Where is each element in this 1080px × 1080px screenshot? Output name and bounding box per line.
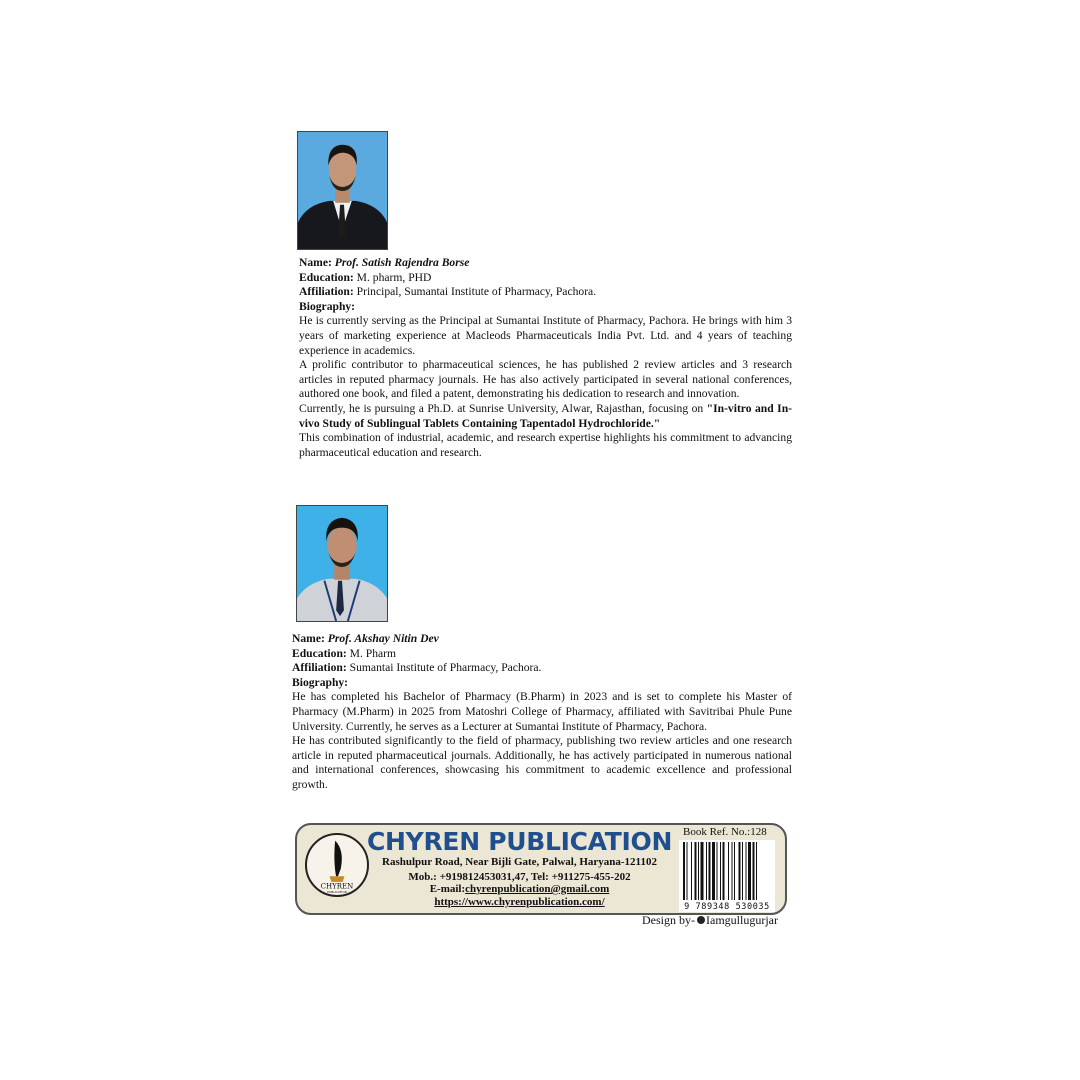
publisher-email-line bbox=[367, 883, 672, 896]
barcode-bar bbox=[717, 842, 718, 900]
barcode-bar bbox=[709, 842, 711, 900]
logo-subtext: PUBLICATION bbox=[327, 890, 347, 895]
biography-paragraph: He has completed his Bachelor of Pharmacy (B.Pharm) in 2023 and is set to complete his Master of Pharmacy (M.Pharm) in 2025 from Matoshri College of Pharmacy, affiliated with Savitribai Phule Pune University. Currently, he serves as a Lecturer at Sumantai Institute of Pharmacy, Pachora. bbox=[292, 690, 792, 733]
book-ref-number: Book Ref. No.:128 bbox=[683, 826, 767, 838]
logo-text: CHYREN bbox=[320, 881, 354, 891]
publisher-phone: Mob.: +919812453031,47, Tel: +911275-455-202 bbox=[408, 871, 631, 883]
instagram-icon bbox=[697, 916, 705, 924]
biography-text: Currently, he is pursuing a Ph.D. at Sunrise University, Alwar, Rajasthan, focusing on bbox=[299, 401, 707, 415]
education-value: M. Pharm bbox=[349, 646, 397, 660]
barcode-bar bbox=[728, 842, 729, 900]
publisher-logo bbox=[305, 833, 369, 897]
isbn-number: 9 789348 530035 bbox=[684, 902, 770, 912]
design-credit bbox=[642, 913, 778, 928]
barcode-bar bbox=[695, 842, 697, 900]
publisher-address: Rashulpur Road, Near Bijli Gate, Palwal, Haryana-121102 bbox=[382, 856, 657, 868]
biography-label: Biography: bbox=[299, 299, 356, 313]
name-label: Name: bbox=[292, 632, 325, 645]
email-link[interactable]: chyrenpublication@gmail.com bbox=[465, 883, 610, 895]
publisher-website-line bbox=[367, 896, 672, 909]
research-title: "In-vitro and In-vivo Study of Sublingual Tablets Containing Tapentadol Hydrochloride." bbox=[299, 401, 792, 430]
affiliation-label: Affiliation: bbox=[292, 661, 347, 675]
author-profile-1 bbox=[299, 256, 792, 460]
barcode-bar bbox=[698, 842, 699, 900]
name-label: Name: bbox=[299, 256, 332, 269]
biography-paragraph: This combination of industrial, academic, and research expertise highlights his commitment to advancing pharmaceutical education and research. bbox=[299, 431, 792, 459]
affiliation-value: Sumantai Institute of Pharmacy, Pachora. bbox=[349, 661, 542, 675]
author-photo-2 bbox=[296, 505, 388, 622]
affiliation-value: Principal, Sumantai Institute of Pharmacy, Pachora. bbox=[356, 285, 597, 299]
author-name: Prof. Satish Rajendra Borse bbox=[334, 256, 470, 269]
biography-paragraph: He has contributed significantly to the field of pharmacy, publishing two review articles and one research article in reputed pharmaceutical journals. Additionally, he has actively participated in numerous national and international conferences, showcasing his commitment to academic excellence and professional growth. bbox=[292, 734, 792, 791]
barcode-bar bbox=[748, 842, 751, 900]
barcode-bar bbox=[720, 842, 721, 900]
barcode-bar bbox=[756, 842, 757, 900]
barcode-bar bbox=[687, 842, 688, 900]
publisher-banner bbox=[295, 823, 787, 915]
barcode-bar bbox=[706, 842, 707, 900]
email-label: E-mail: bbox=[429, 883, 466, 895]
education-label: Education: bbox=[299, 270, 354, 284]
affiliation-label: Affiliation: bbox=[299, 285, 354, 299]
barcode-bar bbox=[734, 842, 735, 900]
barcode-bar bbox=[691, 842, 692, 900]
barcode-bar bbox=[701, 842, 704, 900]
credit-handle: Iamgullugurjar bbox=[706, 913, 778, 927]
biography-paragraph: A prolific contributor to pharmaceutical sciences, he has published 2 review articles and 3 research articles in reputed pharmacy journals. He has also actively participated in several national conferences, authored one book, and filed a patent, demonstrating his dedication to research and innovation. bbox=[299, 358, 792, 401]
publisher-name: CHYREN PUBLICATION bbox=[367, 827, 673, 856]
biography-paragraph bbox=[299, 402, 792, 431]
barcode-bar bbox=[739, 842, 741, 900]
quill-icon bbox=[334, 841, 341, 877]
credit-prefix: Design by- bbox=[642, 913, 695, 927]
author-name: Prof. Akshay Nitin Dev bbox=[327, 632, 439, 645]
education-value: M. pharm, PHD bbox=[356, 270, 432, 284]
barcode-bar bbox=[742, 842, 743, 900]
barcode-bar bbox=[712, 842, 715, 900]
isbn-barcode bbox=[679, 840, 775, 912]
barcode-bar bbox=[746, 842, 747, 900]
author-profile-2 bbox=[292, 632, 792, 793]
biography-paragraph: He is currently serving as the Principal at Sumantai Institute of Pharmacy, Pachora. He brings with him 3 years of marketing experience at Macleods Pharmaceuticals India Pvt. Ltd. and 4 years of teaching experience in academics. bbox=[299, 314, 792, 357]
barcode-bar bbox=[753, 842, 755, 900]
barcode-bar bbox=[723, 842, 725, 900]
website-link[interactable]: https://www.chyrenpublication.com/ bbox=[434, 896, 605, 908]
education-label: Education: bbox=[292, 646, 347, 660]
barcode-bar bbox=[732, 842, 733, 900]
biography-label: Biography: bbox=[292, 675, 349, 689]
author-photo-1 bbox=[297, 131, 388, 250]
barcode-bar bbox=[683, 842, 685, 900]
